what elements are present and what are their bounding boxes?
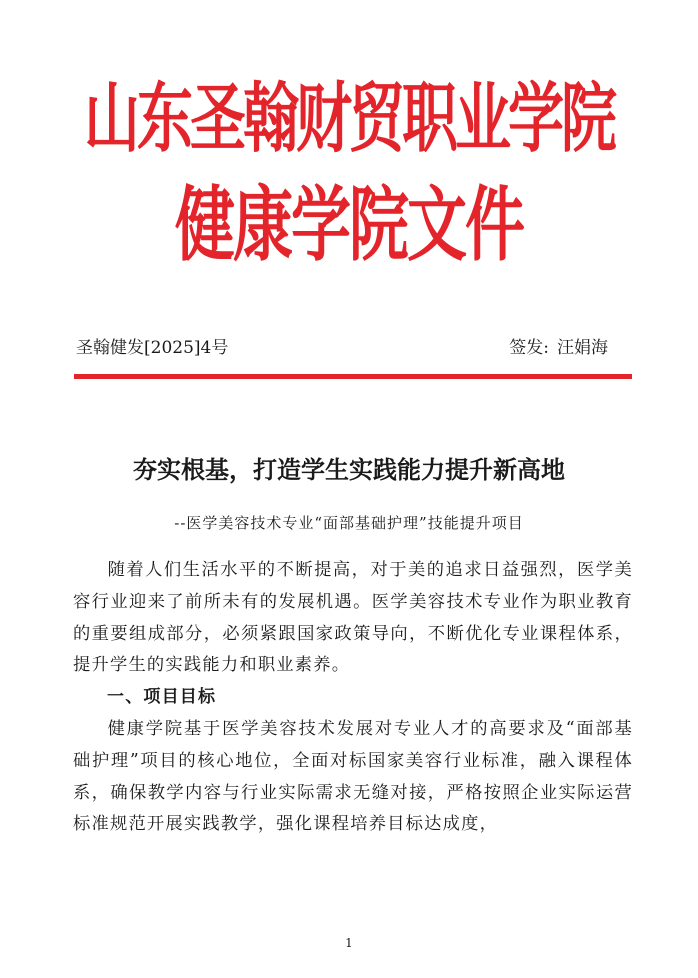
- institution-name: 山东圣翰财贸职业学院: [84, 75, 614, 164]
- red-divider-rule: [74, 374, 632, 379]
- document-number: 圣翰健发[2025]4号: [76, 338, 229, 358]
- section-paragraph: 健康学院基于医学美容技术发展对专业人才的高要求及“面部基础护理”项目的核心地位，全面对标国家美容行业标准，融入课程体系，确保教学内容与行业实际需求无缝对接，严格按照企业实际运营标准规范开展实践教学，强化课程培养目标达成度，: [73, 718, 633, 835]
- article-body: [73, 555, 633, 841]
- section-heading: 一、项目目标: [107, 687, 217, 708]
- document-type: 健康学院文件: [175, 178, 523, 274]
- signer-name: 汪娟海: [557, 338, 608, 358]
- intro-paragraph: 随着人们生活水平的不断提高，对于美的追求日益强烈，医学美容行业迎来了前所未有的发展机遇。医学美容技术专业作为职业教育的重要组成部分，必须紧跟国家政策导向，不断优化专业课程体系，提升学生的实践能力和职业素养。: [73, 560, 633, 676]
- article-title: 夯实根基，打造学生实践能力提升新高地: [133, 455, 565, 484]
- signer-label: 签发:: [509, 338, 549, 358]
- page-number: 1: [345, 936, 353, 950]
- document-type-header: [0, 178, 698, 274]
- signer-block: [509, 336, 608, 360]
- article-subtitle: --医学美容技术专业“面部基础护理”技能提升项目: [174, 514, 524, 532]
- institution-header: [0, 75, 698, 164]
